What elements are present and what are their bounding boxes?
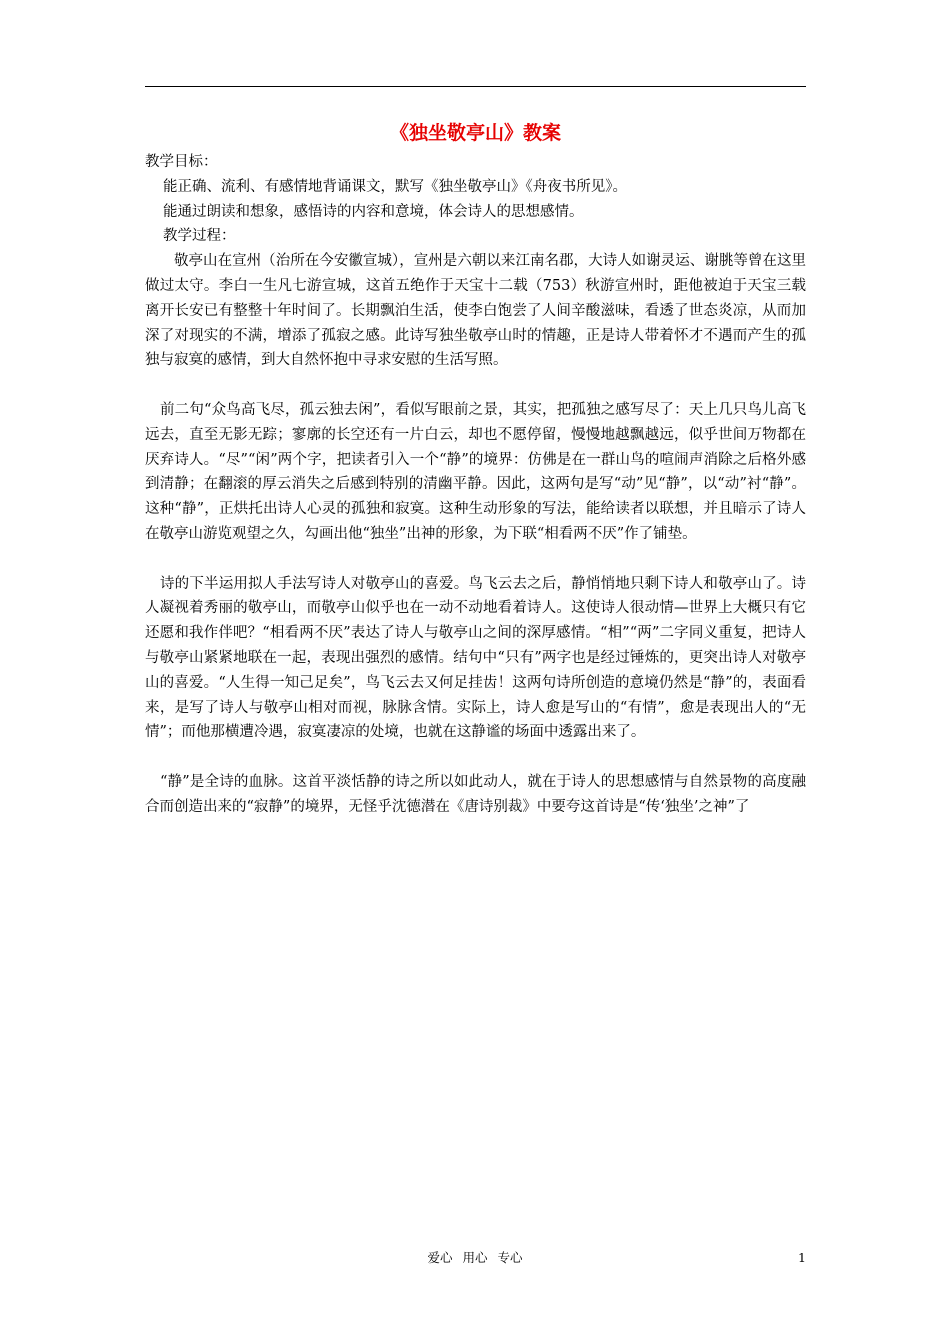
footer-motto: 爱心 用心 专心 [427, 1250, 523, 1265]
paragraph-gap [145, 745, 806, 770]
paragraph-gap [145, 547, 806, 572]
paragraph-background: 敬亭山在宣州（治所在今安徽宣城），宣州是六朝以来江南名郡，大诗人如谢灵运、谢朓等曾在这里做过太守。李白一生凡七游宣城，这首五绝作于天宝十二载（753）秋游宣州时，距他被迫于天宝三载离开长安已有整整十年时间了。长期飘泊生活，使李白饱尝了人间辛酸滋味，看透了世态炎凉，从而加深了对现实的不满，增添了孤寂之感。此诗写独坐敬亭山时的情趣，正是诗人带着怀才不遇而产生的孤独与寂寞的感情，到大自然怀抱中寻求安慰的生活写照。 [145, 253, 806, 369]
paragraph-gap [145, 373, 806, 398]
document-title: 《独坐敬亭山》教案 [389, 122, 561, 144]
paragraph-first-couplet: 前二句“众鸟高飞尽，孤云独去闲”，看似写眼前之景，其实，把孤独之感写尽了：天上几只鸟儿高飞远去，直至无影无踪；寥廓的长空还有一片白云，却也不愿停留，慢慢地越飘越远，似乎世间万物都在厌弃诗人。“尽”“闲”两个字，把读者引入一个“静”的境界：仿佛是在一群山鸟的喧闹声消除之后格外感到清静；在翻滚的厚云消失之后感到特别的清幽平静。因此，这两句是写“动”见“静”，以“动”衬“静”。这种“静”，正烘托出诗人心灵的孤独和寂寞。这种生动形象的写法，能给读者以联想，并且暗示了诗人在敬亭山游览观望之久，勾画出他“独坐”出神的形象，为下联“相看两不厌”作了铺垫。 [145, 401, 806, 542]
process-heading: 教学过程： [163, 228, 236, 245]
goal-item-1: 能正确、流利、有感情地背诵课文，默写《独坐敬亭山》《舟夜书所见》。 [163, 178, 627, 195]
document-body [145, 118, 806, 820]
paragraph-conclusion: “静”是全诗的血脉。这首平淡恬静的诗之所以如此动人，就在于诗人的思想感情与自然景物的高度融合而创造出来的“寂静”的境界，无怪乎沈德潜在《唐诗别裁》中要夸这首诗是“传‘独坐’之神”了 [145, 773, 806, 815]
paragraph-second-couplet: 诗的下半运用拟人手法写诗人对敬亭山的喜爱。鸟飞云去之后，静悄悄地只剩下诗人和敬亭山了。诗人凝视着秀丽的敬亭山，而敬亭山似乎也在一动不动地看着诗人。这使诗人很动情—世界上大概只有它还愿和我作伴吧？“相看两不厌”表达了诗人与敬亭山之间的深厚感情。“相”“两”二字同义重复，把诗人与敬亭山紧紧地联在一起，表现出强烈的感情。结句中“只有”两字也是经过锤炼的，更突出诗人对敬亭山的喜爱。“人生得一知己足矣”，鸟飞云去又何足挂齿！这两句诗所创造的意境仍然是“静”的，表面看来，是写了诗人与敬亭山相对而视，脉脉含情。实际上，诗人愈是写山的“有情”，愈是表现出人的“无情”；而他那横遭冷遇，寂寞凄凉的处境，也就在这静谧的场面中透露出来了。 [145, 575, 806, 741]
goal-item-2: 能通过朗读和想象，感悟诗的内容和意境，体会诗人的思想感情。 [163, 203, 584, 220]
page-number: 1 [798, 1250, 806, 1265]
header-rule [145, 86, 806, 87]
goals-heading: 教学目标： [145, 154, 218, 170]
